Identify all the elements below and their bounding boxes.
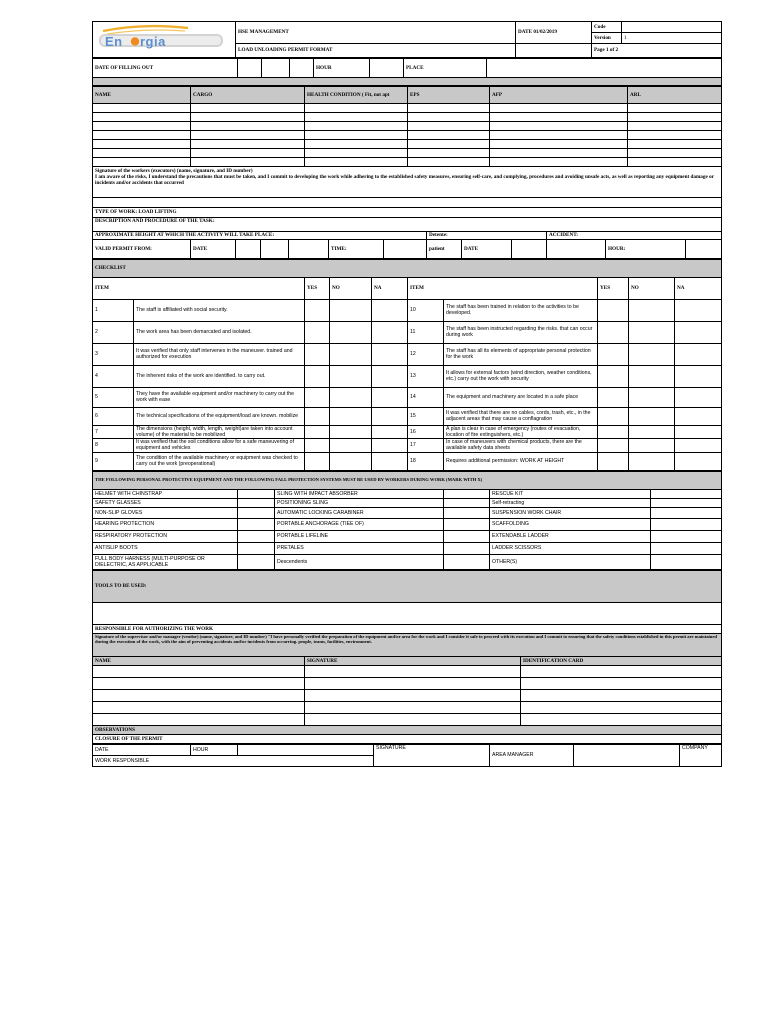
ppe-row	[93, 542, 722, 554]
checklist-item-text: The condition of the available machinery or equipment was checked to carry out the work (preoperational)	[134, 452, 305, 470]
valid-hour-label: HOUR:	[606, 239, 686, 258]
place-label: PLACE	[404, 59, 487, 78]
worker-row	[93, 122, 722, 131]
ppe-item-label: HEARING PROTECTION	[93, 518, 238, 530]
auth-col-signature: SIGNATURE	[305, 656, 521, 665]
checklist-no-cell[interactable]	[629, 299, 675, 321]
checklist-title: CHECKLIST	[93, 259, 722, 277]
date-filling-year[interactable]	[290, 59, 314, 78]
worker-row	[93, 158, 722, 167]
ppe-mark-cell[interactable]	[238, 542, 275, 554]
checklist-row	[93, 365, 722, 387]
ppe-item-label: SCAFFOLDING	[490, 518, 651, 530]
valid-permit-label: VALID PERMIT FROM:	[93, 239, 191, 258]
auth-row	[93, 677, 722, 689]
checklist-row	[93, 387, 722, 407]
detente-label: Detente:	[427, 231, 547, 239]
checklist-yes-cell[interactable]	[598, 365, 629, 387]
col-cargo: CARGO	[191, 87, 305, 104]
checklist-row	[93, 321, 722, 343]
checklist-item-text: It was verified that only staff intervenes in the maneuver. trained and authorized for execution	[134, 343, 305, 365]
checklist-na-cell[interactable]	[372, 299, 408, 321]
checklist-no-cell[interactable]	[330, 438, 372, 452]
ppe-row	[93, 498, 722, 507]
checklist-item-number: 1	[93, 299, 134, 321]
code-field[interactable]	[622, 22, 722, 33]
checklist-no-cell[interactable]	[629, 425, 675, 438]
height-label: APPROXIMATE HEIGHT AT WHICH THE ACTIVITY WILL TAKE PLACE:	[93, 231, 427, 239]
closure-title: CLOSURE OF THE PERMIT	[93, 734, 722, 743]
checklist-no-cell[interactable]	[330, 343, 372, 365]
ppe-mark-cell[interactable]	[651, 554, 722, 569]
checklist-na-cell[interactable]	[372, 407, 408, 425]
auth-row	[93, 713, 722, 725]
observations-label: OBSERVATIONS	[93, 725, 722, 734]
checklist-no-cell[interactable]	[629, 321, 675, 343]
checklist-no-cell[interactable]	[330, 299, 372, 321]
checklist-item-text: Requires additional permission: WORK AT HEIGHT	[444, 452, 598, 470]
checklist-item-number: 18	[408, 452, 444, 470]
auth-title: RESPONSIBLE FOR AUTHORIZING THE WORK	[93, 624, 722, 633]
checklist-na-cell[interactable]	[675, 365, 722, 387]
checklist-yes-cell[interactable]	[598, 438, 629, 452]
checklist-item-text: It was verified that the soil conditions allow for a safe maneuvering of equipment and vehicles	[134, 438, 305, 452]
ppe-mark-cell[interactable]	[444, 542, 490, 554]
checklist-no-cell[interactable]	[330, 452, 372, 470]
checklist-item-number: 7	[93, 425, 134, 438]
checklist-no-cell[interactable]	[330, 425, 372, 438]
area-manager-field[interactable]	[574, 744, 680, 766]
energia-logo-icon	[93, 22, 236, 55]
ppe-item-label: PRETALES	[275, 542, 444, 554]
work-responsible-label: WORK RESPONSIBLE	[93, 755, 374, 766]
checklist-no-cell[interactable]	[330, 365, 372, 387]
ppe-mark-cell[interactable]	[651, 507, 722, 518]
form-date: DATE 01/02/2019	[516, 22, 592, 44]
ppe-mark-cell[interactable]	[238, 554, 275, 569]
checklist-yes-cell[interactable]	[305, 387, 330, 407]
workers-table	[92, 86, 722, 198]
checklist-item-text: The dimensions (height, width, length, weight)are taken into account volume) of the material to be mobilized	[134, 425, 305, 438]
ppe-row	[93, 530, 722, 542]
checklist-no-cell[interactable]	[629, 452, 675, 470]
checklist-yes-cell[interactable]	[305, 407, 330, 425]
checklist-yes-cell[interactable]	[598, 452, 629, 470]
checklist-na-cell[interactable]	[372, 321, 408, 343]
ppe-item-label: RESPIRATORY PROTECTION	[93, 530, 238, 542]
checklist-item-text: The staff has been instructed regarding the risks. that can occur during work	[444, 321, 598, 343]
place-field[interactable]	[487, 59, 722, 78]
checklist-na-cell[interactable]	[675, 425, 722, 438]
checklist-na-cell[interactable]	[675, 407, 722, 425]
ppe-item-label: Descendents	[275, 554, 444, 569]
checklist-na-cell[interactable]	[675, 452, 722, 470]
checklist-item-number: 12	[408, 343, 444, 365]
hour-field[interactable]	[370, 59, 404, 78]
checklist-item-text: A plan is clear in case of emergency (routes of evacuation, location of fire extinguishers, etc.)	[444, 425, 598, 438]
auth-col-name: NAME	[93, 656, 305, 665]
ppe-item-label: HELMET WITH CHINSTRAP	[93, 489, 238, 498]
work-type: TYPE OF WORK: LOAD LIFTING	[93, 207, 722, 217]
checklist-yes-cell[interactable]	[305, 299, 330, 321]
checklist-item-text: The inherent risks of the work are identified. to carry out.	[134, 365, 305, 387]
checklist-no-cell[interactable]	[629, 407, 675, 425]
checklist-na-cell[interactable]	[675, 438, 722, 452]
checklist-yes-cell[interactable]	[305, 365, 330, 387]
worker-row	[93, 131, 722, 140]
ppe-mark-cell[interactable]	[238, 518, 275, 530]
checklist-na-cell[interactable]	[372, 365, 408, 387]
department-label: HSE MANAGEMENT	[236, 22, 516, 44]
ppe-mark-cell[interactable]	[651, 530, 722, 542]
svg-text:rgia: rgia	[140, 34, 166, 49]
ppe-mark-cell[interactable]	[444, 554, 490, 569]
checklist-yes-cell[interactable]	[598, 343, 629, 365]
checklist-item-number: 16	[408, 425, 444, 438]
checklist-yes-cell[interactable]	[305, 343, 330, 365]
ppe-item-label: SLING WITH IMPACT ABSORBER	[275, 489, 444, 498]
time-label: TIME:	[329, 239, 384, 258]
checklist-item-text: The staff has all its elements of appropriate personal protection for the work	[444, 343, 598, 365]
checklist-na-cell[interactable]	[372, 438, 408, 452]
ppe-item-label: FULL BODY HARNESS (MULTI-PURPOSE OR DIELECTRIC, AS APPLICABLE	[93, 554, 238, 569]
permit-form	[92, 21, 721, 767]
ppe-item-label: AUTOMATIC LOCKING CARABINER	[275, 507, 444, 518]
tools-auth	[92, 570, 722, 744]
checklist-item-text: In case of maneuvers with chemical products, there are the available safety data sheets	[444, 438, 598, 452]
checklist-row	[93, 299, 722, 321]
valid-date-label: DATE	[191, 239, 236, 258]
date-filling-label: DATE OF FILLING OUT	[93, 59, 238, 78]
checklist-no-header: NO	[330, 277, 372, 299]
ppe-item-label: SUSPENSION WORK CHAIR	[490, 507, 651, 518]
checklist-row	[93, 407, 722, 425]
tools-field[interactable]	[93, 602, 722, 624]
checklist-item-number: 5	[93, 387, 134, 407]
checklist-yes-header: YES	[305, 277, 330, 299]
closure-company-label: COMPANY	[680, 744, 722, 766]
checklist-item-number: 15	[408, 407, 444, 425]
checklist-na-cell[interactable]	[675, 321, 722, 343]
checklist-item-number: 3	[93, 343, 134, 365]
ppe-mark-cell[interactable]	[444, 489, 490, 498]
ppe-mark-cell[interactable]	[651, 542, 722, 554]
checklist-item-number: 13	[408, 365, 444, 387]
checklist-na-cell[interactable]	[675, 387, 722, 407]
code-label: Code	[592, 22, 622, 33]
ppe-mark-cell[interactable]	[238, 498, 275, 507]
checklist-item-header: ITEM	[93, 277, 305, 299]
accident-label: ACCIDENT:	[547, 231, 722, 239]
checklist-no-header-right: NO	[629, 277, 675, 299]
checklist-yes-cell[interactable]	[598, 387, 629, 407]
checklist-yes-cell[interactable]	[598, 407, 629, 425]
checklist-item-text: The staff is affiliated with social security.	[134, 299, 305, 321]
checklist-table	[92, 259, 722, 471]
checklist-row	[93, 452, 722, 470]
checklist-item-number: 11	[408, 321, 444, 343]
ppe-row	[93, 554, 722, 569]
checklist-no-cell[interactable]	[629, 387, 675, 407]
ppe-mark-cell[interactable]	[444, 518, 490, 530]
checklist-row	[93, 343, 722, 365]
ppe-mark-cell[interactable]	[651, 518, 722, 530]
svg-text:En: En	[105, 34, 123, 49]
ppe-item-label: ANTISLIP BOOTS	[93, 542, 238, 554]
ppe-item-label: RESCUE KIT	[490, 489, 651, 498]
col-afp: AFP	[490, 87, 628, 104]
hour-label: HOUR	[314, 59, 370, 78]
worker-row	[93, 104, 722, 113]
ppe-item-label: POSITIONING SLING	[275, 498, 444, 507]
checklist-item-text: The work area has been demarcated and isolated.	[134, 321, 305, 343]
work-info	[92, 198, 722, 259]
checklist-item-number: 6	[93, 407, 134, 425]
checklist-row	[93, 425, 722, 438]
checklist-item-number: 8	[93, 438, 134, 452]
checklist-item-text: It allows for external factors (wind direction, weather conditions, etc.) carry out the work with security	[444, 365, 598, 387]
checklist-item-number: 9	[93, 452, 134, 470]
task-description: DESCRIPTION AND PROCEDURE OF THE TASK:	[93, 217, 722, 231]
ppe-mark-cell[interactable]	[444, 530, 490, 542]
ppe-mark-cell[interactable]	[651, 498, 722, 507]
checklist-row	[93, 438, 722, 452]
declaration-title: Signature of the workers (executors) (name, signature, and ID number)	[95, 168, 253, 174]
ppe-item-label: LADDER SCISSORS	[490, 542, 651, 554]
checklist-na-cell[interactable]	[675, 343, 722, 365]
date-filling-month[interactable]	[262, 59, 290, 78]
checklist-no-cell[interactable]	[330, 321, 372, 343]
checklist-yes-cell[interactable]	[305, 425, 330, 438]
worker-row	[93, 149, 722, 158]
ppe-mark-cell[interactable]	[651, 489, 722, 498]
ppe-mark-cell[interactable]	[238, 530, 275, 542]
checklist-item-number: 17	[408, 438, 444, 452]
date-filling-day[interactable]	[238, 59, 262, 78]
ppe-item-label: PORTABLE LIFELINE	[275, 530, 444, 542]
checklist-no-cell[interactable]	[629, 343, 675, 365]
checklist-yes-cell[interactable]	[598, 299, 629, 321]
ppe-item-label: NON-SLIP GLOVES	[93, 507, 238, 518]
auth-row	[93, 689, 722, 701]
ppe-row	[93, 518, 722, 530]
form-title: LOAD UNLOADING PERMIT FORMAT	[236, 43, 516, 57]
checklist-item-number: 4	[93, 365, 134, 387]
checklist-item-text: The staff has been trained in relation to the activities to be developed.	[444, 299, 598, 321]
checklist-na-header: NA	[372, 277, 408, 299]
form-header	[92, 21, 722, 58]
ppe-item-label: Self-retracting	[490, 498, 651, 507]
closure-hour-field[interactable]	[238, 744, 374, 755]
checklist-na-cell[interactable]	[372, 387, 408, 407]
ppe-mark-cell[interactable]	[444, 507, 490, 518]
ppe-row	[93, 489, 722, 498]
checklist-item-text: It was verified that there are no cables, cords, trash, etc., in the adjacent areas that may cause a conflagration	[444, 407, 598, 425]
ppe-item-label: SAFETY GLASSES	[93, 498, 238, 507]
patient-label: patient	[427, 239, 462, 258]
ppe-row	[93, 507, 722, 518]
closure-table	[92, 744, 722, 767]
ppe-item-label: PORTABLE ANCHORAGE (TIEE OF)	[275, 518, 444, 530]
checklist-item-text: The equipment and machinery are located in a safe place	[444, 387, 598, 407]
auth-text: Signature of the supervisor and/or manager (vendor) (name, signature, and ID number) "I have personally verified the preparation of the equipment and/or area for the work and I consider it safe to proceed with its execution and I commit to ensuring that the safety conditions established in this permit are maintained during the execution of the work, with the aim of preventing accidents and/or incidents from occurring. people, teams, facilities, environment.	[93, 633, 722, 656]
version-value: 1	[622, 32, 722, 43]
checklist-na-cell[interactable]	[372, 343, 408, 365]
checklist-item-number: 2	[93, 321, 134, 343]
checklist-no-cell[interactable]	[629, 438, 675, 452]
checklist-na-cell[interactable]	[372, 425, 408, 438]
checklist-yes-cell[interactable]	[305, 452, 330, 470]
declaration-text: I am aware of the risks, I understand the precautions that must be taken, and I commit to developing the work while adhering to the established safety measures, ensuring self-care, and complying, procedures and avoiding unsafe acts, as well as reporting any equipment damage or incidents and/or accidents that occurred	[95, 174, 714, 186]
checklist-na-cell[interactable]	[372, 452, 408, 470]
col-arl: ARL	[628, 87, 722, 104]
worker-row	[93, 140, 722, 149]
col-health: HEALTH CONDITION ( Fit, not apt	[305, 87, 408, 104]
closure-hour-label: HOUR	[191, 744, 238, 755]
checklist-yes-cell[interactable]	[598, 425, 629, 438]
version-label: Version	[592, 32, 622, 43]
checklist-no-cell[interactable]	[629, 365, 675, 387]
auth-col-id: IDENTIFICATION CARD	[521, 656, 722, 665]
col-eps: EPS	[408, 87, 490, 104]
checklist-no-cell[interactable]	[330, 387, 372, 407]
tools-label: TOOLS TO BE USED:	[93, 570, 722, 602]
ppe-mark-cell[interactable]	[238, 507, 275, 518]
checklist-yes-cell[interactable]	[598, 321, 629, 343]
checklist-item-header-right: ITEM	[408, 277, 598, 299]
checklist-item-number: 10	[408, 299, 444, 321]
closure-signature-label: SIGNATURE	[374, 744, 490, 766]
auth-row	[93, 665, 722, 677]
checklist-item-text: They have the available equipment and/or machinery to carry out the work with ease	[134, 387, 305, 407]
closure-date-label: DATE	[93, 744, 191, 755]
auth-row	[93, 701, 722, 713]
checklist-yes-header-right: YES	[598, 277, 629, 299]
ppe-item-label: OTHER(S)	[490, 554, 651, 569]
filling-section	[92, 58, 722, 86]
worker-row	[93, 113, 722, 122]
ppe-mark-cell[interactable]	[444, 498, 490, 507]
ppe-title: THE FOLLOWING PERSONAL PROTECTIVE EQUIPMENT AND THE FOLLOWING FALL PROTECTION SYSTEMS MUST BE USED BY WORKERS DURING WORK (MARK WITH X)	[93, 471, 722, 489]
workers-declaration	[93, 167, 722, 198]
checklist-yes-cell[interactable]	[305, 438, 330, 452]
ppe-item-label: EXTENDABLE LADDER	[490, 530, 651, 542]
checklist-item-text: The technical specifications of the equipment/load are known. mobilize	[134, 407, 305, 425]
checklist-na-header-right: NA	[675, 277, 722, 299]
ppe-mark-cell[interactable]	[238, 489, 275, 498]
col-name: NAME	[93, 87, 191, 104]
checklist-item-number: 14	[408, 387, 444, 407]
checklist-na-cell[interactable]	[675, 299, 722, 321]
checklist-no-cell[interactable]	[330, 407, 372, 425]
company-logo	[93, 22, 236, 58]
ppe-table	[92, 471, 722, 570]
area-manager-label: AREA MANAGER	[490, 744, 574, 766]
page-number: Page 1 of 2	[592, 43, 722, 57]
valid-date2-label: DATE	[462, 239, 512, 258]
checklist-yes-cell[interactable]	[305, 321, 330, 343]
